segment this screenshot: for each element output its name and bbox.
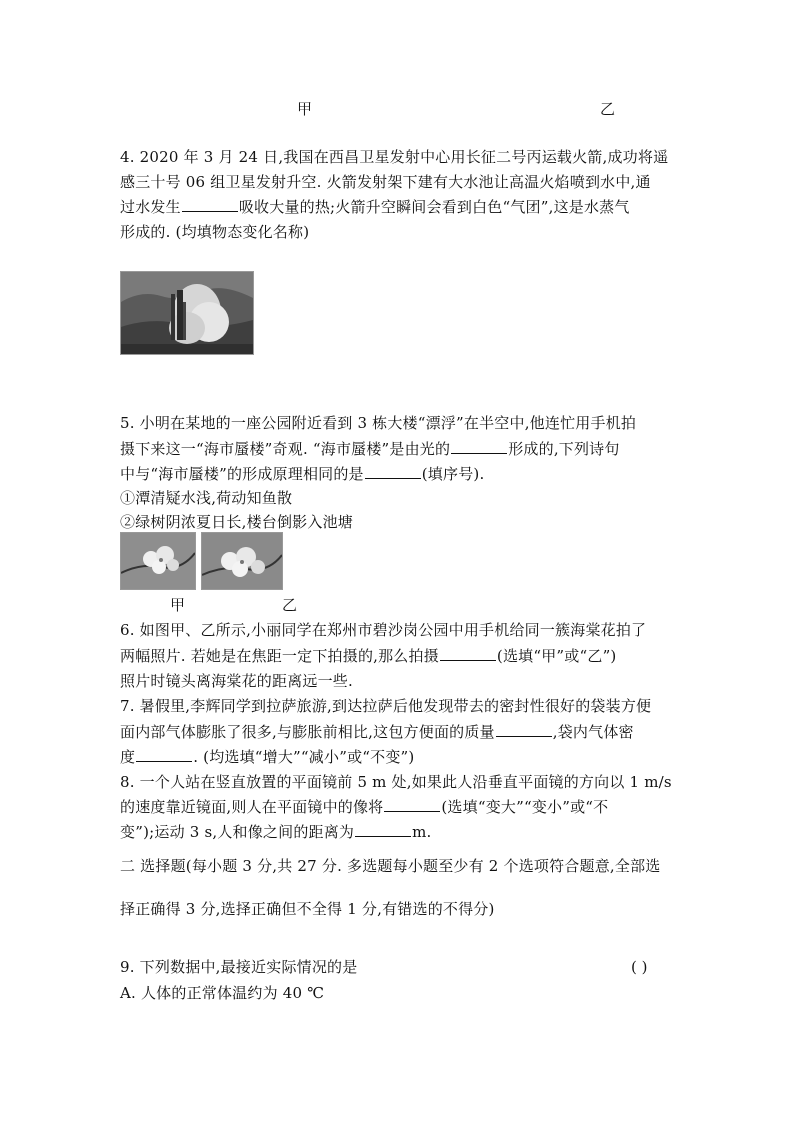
q5-line-3 (120, 464, 680, 484)
q8-line-2 (120, 797, 680, 817)
q4-line-4 (120, 222, 680, 242)
q7-line-3 (120, 747, 680, 767)
q8-line-2-text-a: 的速度靠近镜面,则人在平面镜中的像将 (120, 798, 384, 816)
q5-option-2: ②绿树阴浓夏日长,楼台倒影入池塘 (120, 513, 353, 531)
q6-line-2-text-b: (选填“甲”或“乙”) (496, 647, 617, 665)
flower-photo-left (120, 532, 196, 590)
q9-option-a: A. 人体的正常体温约为 40 ℃ (120, 984, 325, 1002)
q4-line-3-text-b: 吸收大量的热;火箭升空瞬间会看到白色“气团”,这是水蒸气 (238, 198, 630, 216)
rocket-launch-photo (120, 271, 254, 355)
q7-line-2-text-b: ,袋内气体密 (552, 723, 634, 741)
q8-line-1: 8. 一个人站在竖直放置的平面镜前 5 m 处,如果此人沿垂直平面镜的方向以 1 m/s (120, 773, 672, 791)
photo-caption-right: 乙 (282, 596, 298, 614)
q7-line-1: 7. 暑假里,李辉同学到拉萨旅游,到达拉萨后他发现带去的密封性很好的袋装方便 (120, 697, 652, 715)
q8-blank-2 (355, 822, 411, 837)
q4-line-2: 感三十号 06 组卫星发射升空. 火箭发射架下建有大水池让高温火焰喷到水中,通 (120, 173, 651, 191)
q7-line-2-text-a: 面内部气体膨胀了很多,与膨胀前相比,这包方便面的质量 (120, 723, 495, 741)
q5-line-3-text-a: 中与“海市蜃楼”的形成原理相同的是 (120, 465, 364, 483)
flower-image-right (202, 533, 282, 589)
q6-line-2 (120, 646, 680, 666)
q9-stem: 9. 下列数据中,最接近实际情况的是 (120, 958, 358, 976)
top-caption-right: 乙 (600, 100, 616, 118)
q5-option-1: ①潭清疑水浅,荷动知鱼散 (120, 489, 293, 507)
q8-line-3-text-a: 变”);运动 3 s,人和像之间的距离为 (120, 823, 355, 841)
q8-line-3 (120, 822, 680, 842)
rocket-launch-image (121, 272, 253, 354)
q6-line-3: 照片时镜头离海棠花的距离远一些. (120, 672, 353, 690)
q7-line-3-text-b: . (均选填“增大”“减小”或“不变”) (193, 748, 415, 766)
q5-line-2-text-a: 摄下来这一“海市蜃楼”奇观. “海市蜃楼”是由光的 (120, 440, 451, 458)
q5-blank-2 (365, 464, 421, 479)
q5-blank-1 (451, 439, 507, 454)
q9-answer-paren: ( ) (631, 958, 648, 976)
q7-line-3-text-a: 度 (120, 748, 136, 766)
flower-image-left (121, 533, 195, 589)
q4-line-4-text: 形成的. (均填物态变化名称) (120, 223, 310, 241)
q8-line-2-text-b: (选填“变大”“变小”或“不 (441, 798, 609, 816)
q8-blank-1 (384, 797, 440, 812)
q5-line-2-text-b: 形成的,下列诗句 (508, 440, 620, 458)
q8-line-3-text-b: m. (412, 823, 432, 841)
q7-line-2 (120, 722, 680, 742)
q5-line-1: 5. 小明在某地的一座公园附近看到 3 栋大楼“漂浮”在半空中,他连忙用手机拍 (120, 414, 637, 432)
top-caption-left: 甲 (297, 100, 313, 118)
q5-line-3-text-b: (填序号). (421, 465, 485, 483)
q6-line-1: 6. 如图甲、乙所示,小丽同学在郑州市碧沙岗公园中用手机给同一簇海棠花拍了 (120, 621, 647, 639)
q4-line-3-text-a: 过水发生 (120, 198, 181, 216)
section-2-line-2: 择正确得 3 分,选择正确但不全得 1 分,有错选的不得分) (120, 900, 495, 918)
q4-line-3 (120, 197, 680, 217)
q6-line-2-text-a: 两幅照片. 若她是在焦距一定下拍摄的,那么拍摄 (120, 647, 439, 665)
photo-caption-left: 甲 (170, 596, 186, 614)
q5-line-2 (120, 439, 680, 459)
q7-blank-1 (496, 722, 552, 737)
q4-line-1: 4. 2020 年 3 月 24 日,我国在西昌卫星发射中心用长征二号丙运载火箭,成功将遥 (120, 148, 669, 166)
q6-blank-1 (440, 646, 496, 661)
q4-blank-1 (182, 197, 238, 212)
q7-blank-2 (136, 747, 192, 762)
section-2-line-1: 二 选择题(每小题 3 分,共 27 分. 多选题每小题至少有 2 个选项符合题意,全部选 (120, 857, 661, 875)
flower-photo-right (201, 532, 283, 590)
